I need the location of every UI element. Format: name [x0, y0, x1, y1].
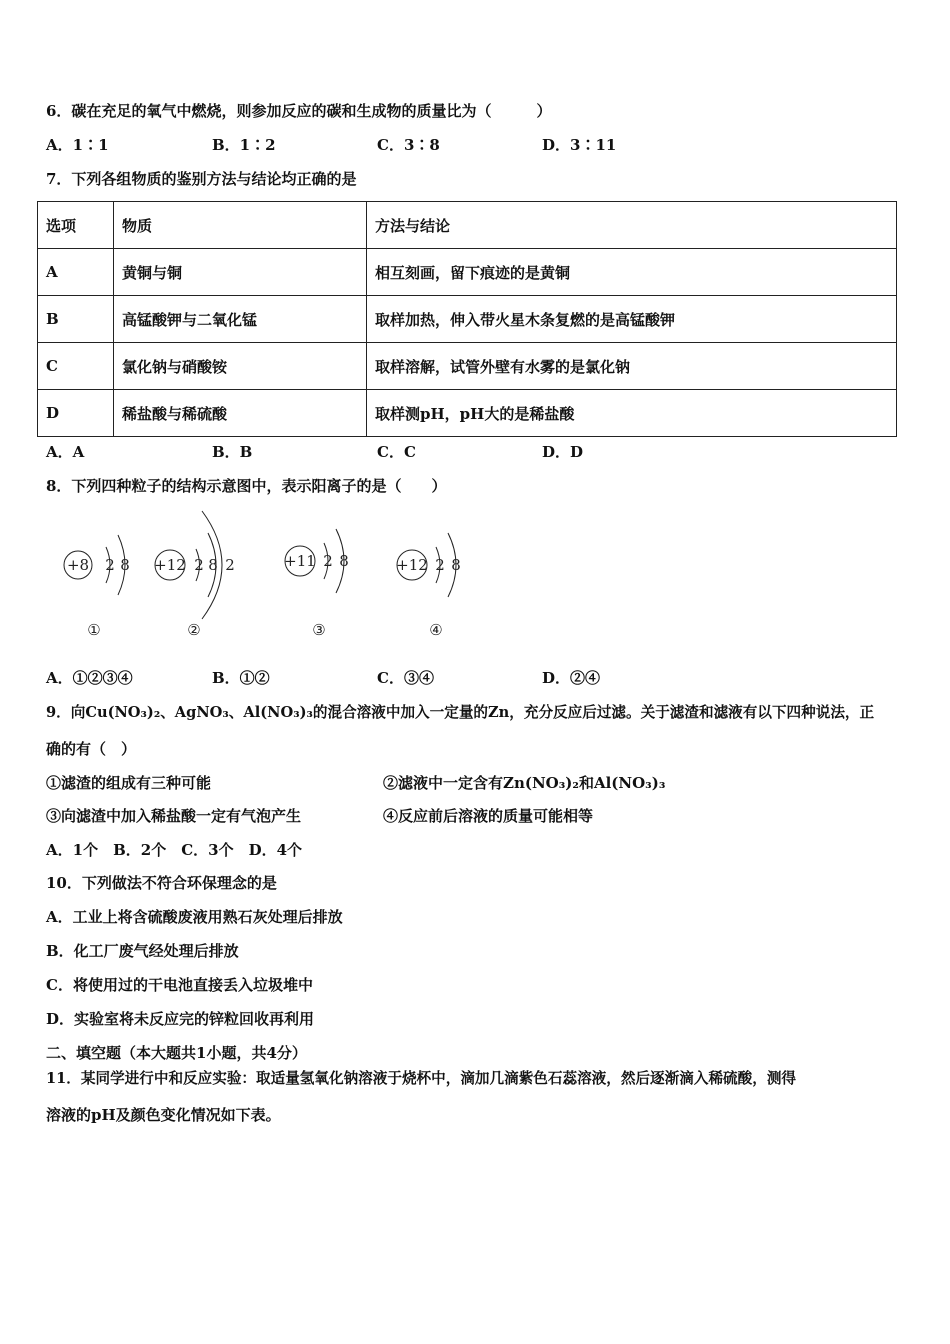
shell-electron-count: 2 — [323, 552, 333, 570]
row-method-cell: 取样测pH，pH大的是稀盐酸 — [367, 390, 897, 437]
q11-stem-line2: 溶液的pH及颜色变化情况如下表。 — [46, 1106, 281, 1124]
header-cell-option: 选项 — [38, 202, 114, 249]
particle-label: ④ — [429, 621, 443, 639]
row-method-cell: 取样加热，伸入带火星木条复燃的是高锰酸钾 — [367, 296, 897, 343]
row-option-cell: D — [38, 390, 114, 437]
q9-statement-1: ①滤渣的组成有三种可能 — [46, 774, 212, 792]
q7-option-b: B．B — [212, 443, 253, 461]
q10-option-b: B．化工厂废气经处理后排放 — [46, 942, 239, 960]
row-method-cell: 取样溶解，试管外壁有水雾的是氯化钠 — [367, 343, 897, 390]
q9-stem-line2: 确的有（ ） — [46, 740, 137, 758]
nucleus-charge: +11 — [284, 552, 316, 570]
q9-options: A．1个 B．2个 C．3个 D．4个 — [46, 841, 303, 859]
particle-diagram-svg — [52, 505, 482, 645]
row-option-cell: C — [38, 343, 114, 390]
particle-4 — [396, 533, 461, 639]
table-row — [38, 390, 897, 437]
shell-electron-count: 8 — [208, 556, 218, 574]
section-title: 二、填空题（本大题共1小题，共4分） — [46, 1044, 307, 1062]
row-substance-cell: 氯化钠与硝酸铵 — [114, 343, 367, 390]
particle-label: ② — [187, 621, 201, 639]
nucleus-charge: +12 — [154, 556, 186, 574]
row-option-cell: A — [38, 249, 114, 296]
q10-option-d: D．实验室将未反应完的锌粒回收再利用 — [46, 1010, 315, 1028]
q6-option-d: D．3∶11 — [542, 136, 617, 154]
row-option-cell: B — [38, 296, 114, 343]
nucleus-charge: +8 — [66, 556, 90, 574]
particle-structure-diagrams — [52, 505, 482, 645]
q6-option-b: B．1∶2 — [212, 136, 276, 154]
q7-stem: 7．下列各组物质的鉴别方法与结论均正确的是 — [46, 170, 357, 188]
q9-stem-line1: 9．向Cu(NO₃)₂、AgNO₃、Al(NO₃)₃的混合溶液中加入一定量的Zn，充分反应后过滤。关于滤渣和滤液有以下四种说法，正 — [46, 704, 875, 721]
q9-statement-4: ④反应前后溶液的质量可能相等 — [383, 807, 594, 825]
nucleus-charge: +12 — [396, 556, 428, 574]
q7-option-d: D．D — [542, 443, 584, 461]
particle-2 — [154, 511, 235, 639]
table-header-row — [38, 202, 897, 249]
particle-label: ① — [87, 621, 101, 639]
q6-option-c: C．3∶8 — [377, 136, 440, 154]
q8-option-b: B．①② — [212, 669, 270, 687]
header-cell-substance: 物质 — [114, 202, 367, 249]
header-cell-method: 方法与结论 — [367, 202, 897, 249]
shell-electron-count: 8 — [120, 556, 130, 574]
q10-stem: 10．下列做法不符合环保理念的是 — [46, 874, 277, 892]
q11-stem-line1: 11．某同学进行中和反应实验：取适量氢氧化钠溶液于烧杯中，滴加几滴紫色石蕊溶液，然后逐渐滴入稀硫酸，测得 — [46, 1070, 797, 1087]
q8-option-c: C．③④ — [377, 669, 434, 687]
q8-stem: 8．下列四种粒子的结构示意图中，表示阳离子的是（ ） — [46, 477, 447, 495]
row-substance-cell: 高锰酸钾与二氧化锰 — [114, 296, 367, 343]
q7-table — [37, 201, 897, 437]
q10-option-c: C．将使用过的干电池直接丢入垃圾堆中 — [46, 976, 313, 994]
table-row — [38, 296, 897, 343]
shell-electron-count: 8 — [339, 552, 349, 570]
q9-statement-2: ②滤液中一定含有Zn(NO₃)₂和Al(NO₃)₃ — [383, 774, 666, 792]
particle-3 — [284, 529, 349, 639]
row-method-cell: 相互刻画，留下痕迹的是黄铜 — [367, 249, 897, 296]
particle-label: ③ — [312, 621, 326, 639]
shell-electron-count: 2 — [435, 556, 445, 574]
q6-stem: 6．碳在充足的氧气中燃烧，则参加反应的碳和生成物的质量比为（ ） — [46, 102, 552, 120]
table-row — [38, 249, 897, 296]
row-substance-cell: 稀盐酸与稀硫酸 — [114, 390, 367, 437]
row-substance-cell: 黄铜与铜 — [114, 249, 367, 296]
q7-option-a: A．A — [46, 443, 85, 461]
shell-electron-count: 8 — [451, 556, 461, 574]
q8-option-a: A．①②③④ — [46, 669, 133, 687]
shell-electron-count: 2 — [194, 556, 204, 574]
q6-option-a: A．1∶1 — [46, 136, 109, 154]
shell-electron-count: 2 — [225, 556, 235, 574]
shell-electron-count: 2 — [105, 556, 115, 574]
q8-option-d: D．②④ — [542, 669, 601, 687]
q9-statement-3: ③向滤渣中加入稀盐酸一定有气泡产生 — [46, 807, 302, 825]
particle-1 — [64, 535, 130, 639]
q10-option-a: A．工业上将含硫酸废液用熟石灰处理后排放 — [46, 908, 343, 926]
table-row — [38, 343, 897, 390]
q7-option-c: C．C — [377, 443, 416, 461]
